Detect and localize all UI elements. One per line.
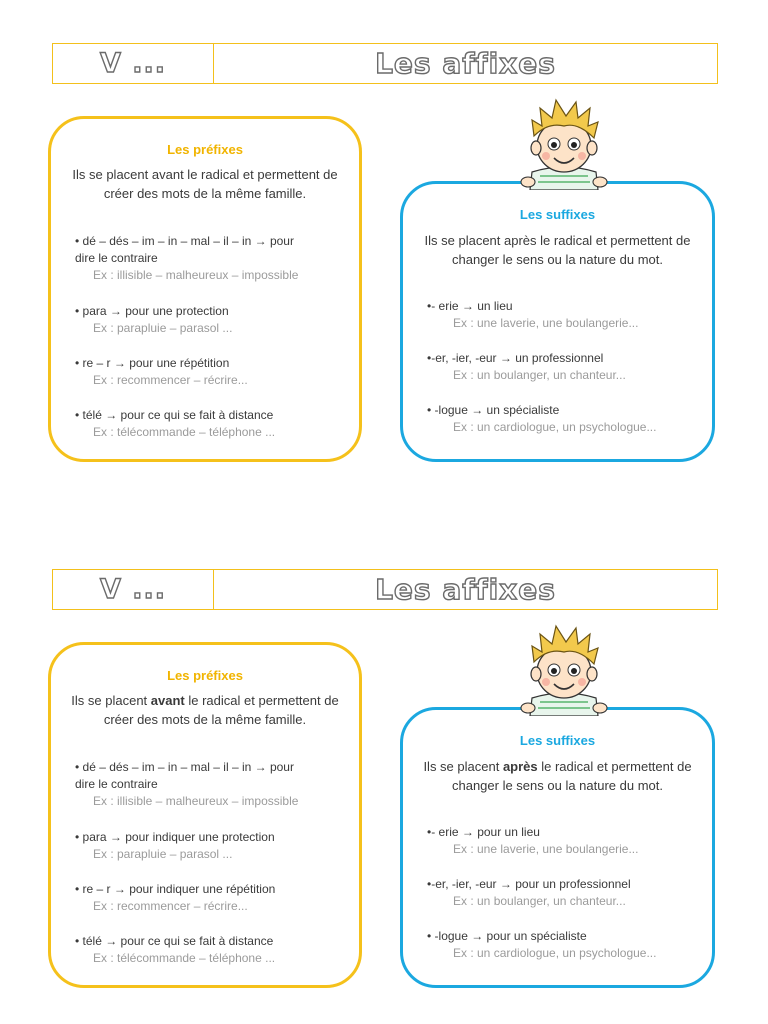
intro-text: le radical et permettent de changer le sens ou la nature du mot. xyxy=(451,759,692,793)
prefix-rule: • para → pour une protection xyxy=(75,304,229,318)
lesson-sheet-1 xyxy=(0,0,768,480)
suffix-item xyxy=(427,824,692,858)
suffix-item xyxy=(427,298,692,332)
prefixes-intro xyxy=(65,165,345,203)
prefix-rule: • re – r → pour une répétition xyxy=(75,356,230,370)
suffix-item xyxy=(427,928,692,962)
intro-text: le radical et permettent de créer des mots de la même famille. xyxy=(103,167,338,201)
prefix-example: Ex : parapluie – parasol ... xyxy=(93,847,233,861)
suffix-example: Ex : un boulanger, un chanteur... xyxy=(453,368,626,382)
intro-keyword: avant xyxy=(150,693,185,708)
prefixes-title: Les préfixes xyxy=(167,142,243,157)
suffixes-card xyxy=(400,707,715,988)
prefix-item xyxy=(75,407,339,441)
header-title-cell xyxy=(214,44,717,83)
prefix-rule: • re – r → pour indiquer une répétition xyxy=(75,882,276,896)
lesson-number: V ... xyxy=(99,574,167,605)
intro-text: Ils se placent xyxy=(72,167,152,182)
prefix-example: Ex : recommencer – récrire... xyxy=(93,373,248,387)
suffix-example: Ex : un cardiologue, un psychologue... xyxy=(453,946,657,960)
intro-keyword: après xyxy=(504,233,537,248)
header-left-cell xyxy=(53,570,214,609)
suffixes-intro xyxy=(417,231,698,269)
header-bar xyxy=(52,43,718,84)
suffix-example: Ex : une laverie, une boulangerie... xyxy=(453,842,639,856)
lesson-number: V ... xyxy=(99,48,167,79)
intro-text: le radical et permettent de créer des mots de la même famille. xyxy=(103,693,339,727)
suffix-rule: • -logue → pour un spécialiste xyxy=(427,929,587,943)
header-title-cell xyxy=(214,570,717,609)
prefix-example: Ex : recommencer – récrire... xyxy=(93,899,248,913)
prefix-rule-cont: dire le contraire xyxy=(75,251,158,265)
prefix-item xyxy=(75,829,339,863)
intro-text: Ils se placent xyxy=(71,693,151,708)
intro-keyword: après xyxy=(502,759,538,774)
intro-text: le radical et permettent de changer le sens ou la nature du mot. xyxy=(451,233,691,267)
prefix-rule: • télé → pour ce qui se fait à distance xyxy=(75,934,274,948)
boy-mascot-icon xyxy=(518,96,610,190)
suffix-example: Ex : un cardiologue, un psychologue... xyxy=(453,420,657,434)
prefix-item xyxy=(75,759,339,810)
intro-text: Ils se placent xyxy=(424,233,505,248)
header-bar xyxy=(52,569,718,610)
prefix-rule: • dé – dés – im – in – mal – il – in → pour xyxy=(75,234,294,248)
prefix-example: Ex : télécommande – téléphone ... xyxy=(93,951,276,965)
prefix-item xyxy=(75,933,339,967)
suffix-rule: •- erie → un lieu xyxy=(427,299,513,313)
suffixes-intro xyxy=(417,757,698,795)
suffix-item xyxy=(427,350,692,384)
prefixes-intro xyxy=(65,691,345,729)
suffix-example: Ex : un boulanger, un chanteur... xyxy=(453,894,626,908)
prefix-item xyxy=(75,355,339,389)
prefix-example: Ex : parapluie – parasol ... xyxy=(93,321,233,335)
prefix-rule: • télé → pour ce qui se fait à distance xyxy=(75,408,274,422)
page-title: Les affixes xyxy=(375,46,556,80)
suffix-item xyxy=(427,876,692,910)
suffix-rule: •-er, -ier, -eur → un professionnel xyxy=(427,351,604,365)
intro-keyword: avant xyxy=(151,167,184,182)
suffix-rule: • -logue → un spécialiste xyxy=(427,403,560,417)
boy-mascot-icon xyxy=(518,622,610,716)
intro-text: Ils se placent xyxy=(423,759,503,774)
lesson-sheet-2 xyxy=(0,526,768,1006)
suffixes-card xyxy=(400,181,715,462)
suffixes-title: Les suffixes xyxy=(519,733,596,748)
suffixes-title: Les suffixes xyxy=(519,207,596,222)
header-left-cell xyxy=(53,44,214,83)
prefixes-title: Les préfixes xyxy=(167,668,243,683)
prefix-item xyxy=(75,233,339,284)
page-title: Les affixes xyxy=(375,572,556,606)
suffix-rule: •- erie → pour un lieu xyxy=(427,825,540,839)
prefixes-card xyxy=(48,642,362,988)
prefixes-card xyxy=(48,116,362,462)
suffix-example: Ex : une laverie, une boulangerie... xyxy=(453,316,639,330)
prefix-example: Ex : illisible – malheureux – impossible xyxy=(93,268,299,282)
prefix-example: Ex : illisible – malheureux – impossible xyxy=(93,794,299,808)
prefix-example: Ex : télécommande – téléphone ... xyxy=(93,425,276,439)
prefix-item xyxy=(75,303,339,337)
prefix-item xyxy=(75,881,339,915)
prefix-rule-cont: dire le contraire xyxy=(75,777,158,791)
prefix-rule: • dé – dés – im – in – mal – il – in → pour xyxy=(75,760,294,774)
suffix-item xyxy=(427,402,692,436)
suffix-rule: •-er, -ier, -eur → pour un professionnel xyxy=(427,877,631,891)
prefix-rule: • para → pour indiquer une protection xyxy=(75,830,275,844)
